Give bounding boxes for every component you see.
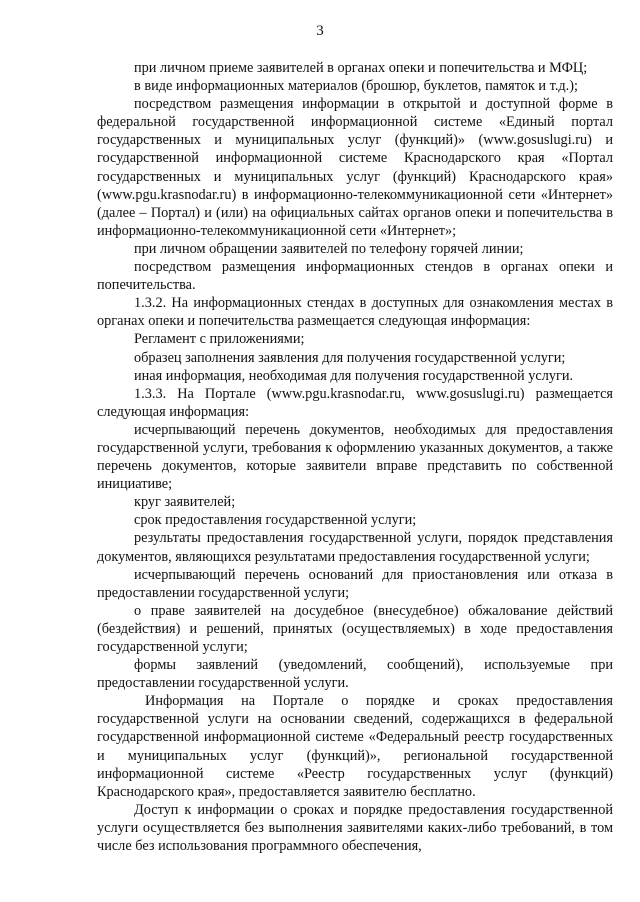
paragraph: образец заполнения заявления для получения государственной услуги; — [134, 349, 566, 366]
paragraph: посредством размещения информации в открытой и доступной форме в федеральной государственной информационной системе «Единый портал государственных и муниципальных услуг (функций)» (www.gosuslugi.ru) и государственной информационной системе Краснодарского края «Портал государственных и муниципальных услуг (функций) Краснодарского края» (www.pgu.krasnodar.ru) в информационно-телекоммуникационной сети «Интернет» (далее – Портал) и (или) на официальных сайтах органов опеки и попечительства в информационно-телекоммуникационной сети «Интернет»; — [97, 96, 613, 239]
paragraph: о праве заявителей на досудебное (внесудебное) обжалование действий (бездействия) и решений, принятых (осуществляемых) в ходе предоставления государственной услуги; — [97, 602, 613, 655]
paragraph: 1.3.2. На информационных стендах в доступных для ознакомления местах в органах опеки и попечительства размещается следующая информация: — [97, 295, 613, 330]
paragraph: при личном приеме заявителей в органах опеки и попечительства и МФЦ; — [134, 60, 588, 76]
paragraph: посредством размещения информационных стендов в органах опеки и попечительства. — [97, 259, 613, 294]
paragraph: срок предоставления государственной услуги; — [134, 512, 417, 529]
paragraph: результаты предоставления государственной услуги, порядок представления документов, являющихся результатами предоставления государственной услуги; — [97, 530, 613, 565]
paragraph: Доступ к информации о сроках и порядке предоставления государственной услуги осуществляется без выполнения заявителями каких-либо требований, в том числе без использования программного обеспечения, — [97, 801, 613, 855]
page-number: 3 — [316, 23, 324, 39]
paragraph: иная информация, необходимая для получения государственной услуги. — [134, 367, 574, 384]
paragraph: Регламент с приложениями; — [134, 331, 305, 348]
paragraph: круг заявителей; — [134, 494, 236, 511]
paragraph: 1.3.3. На Портале (www.pgu.krasnodar.ru, www.gosuslugi.ru) размещается следующая информация: — [97, 385, 613, 420]
paragraph: формы заявлений (уведомлений, сообщений), используемые при предоставлении государственной услуги. — [97, 657, 613, 692]
document-body — [97, 59, 613, 855]
paragraph: исчерпывающий перечень документов, необходимых для предоставления государственной услуги, требования к оформлению указанных документов, а также перечень документов, которые заявители вправе представить по собственной инициативе; — [97, 421, 613, 493]
paragraph: исчерпывающий перечень оснований для приостановления или отказа в предоставлении государственной услуги; — [97, 566, 613, 601]
paragraph: Информация на Портале о порядке и сроках предоставления государственной услуги на основании сведений, содержащихся в федеральной государственной информационной системе «Федеральный реестр государственных и муниципальных услуг (функций)», региональной государственной информационной системе «Реестр государственных услуг (функций) Краснодарского края», предоставляется заявителю бесплатно. — [97, 693, 613, 800]
paragraph: в виде информационных материалов (брошюр, буклетов, памяток и т.д.); — [134, 78, 578, 95]
paragraph: при личном обращении заявителей по телефону горячей линии; — [134, 240, 524, 257]
